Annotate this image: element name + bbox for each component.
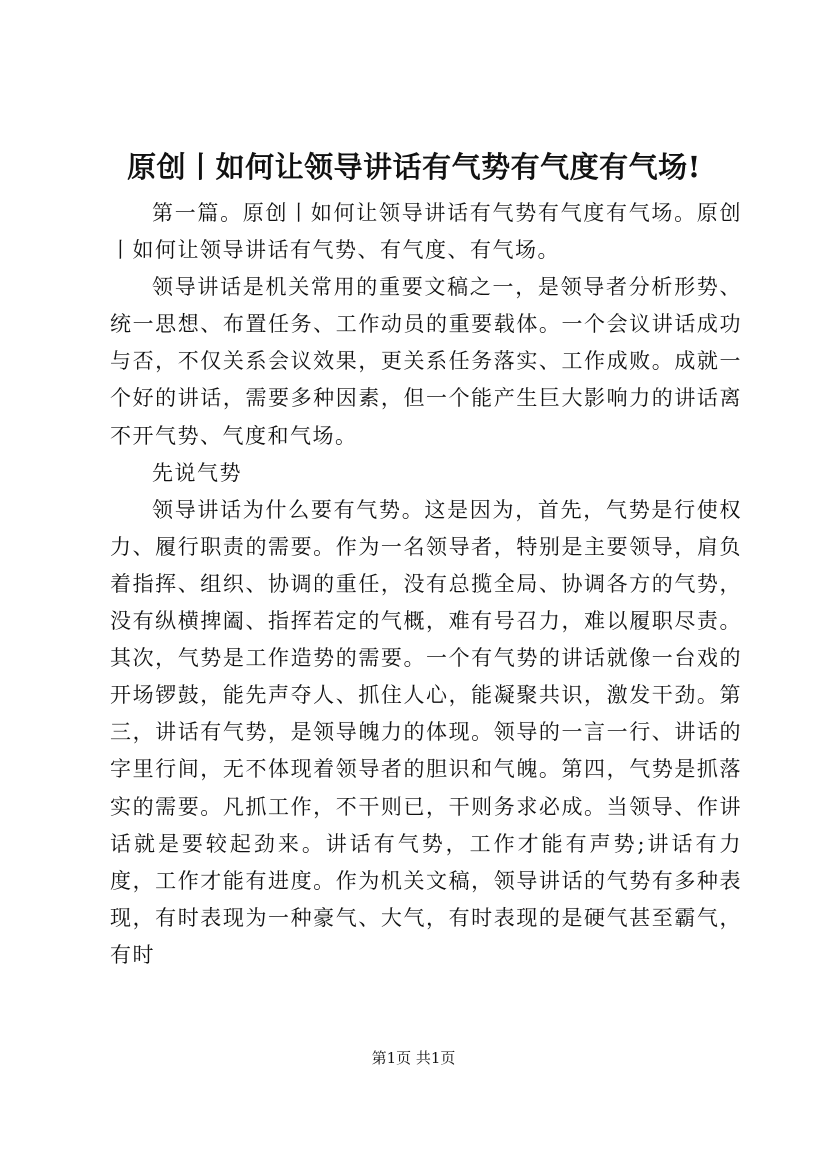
paragraph-intro: 第一篇。原创丨如何让领导讲话有气势有气度有气场。原创丨如何让领导讲话有气势、有气度、有气场。 [110,201,742,263]
section-heading-momentum: 先说气势 [152,460,242,485]
document-title: 原创丨如何让领导讲话有气势有气度有气场! [127,150,701,184]
document-body [110,195,742,974]
page-footer: 第1页 共1页 [371,1049,456,1067]
paragraph-overview: 领导讲话是机关常用的重要文稿之一，是领导者分析形势、统一思想、布置任务、工作动员的重要载体。一个会议讲话成功与否，不仅关系会议效果，更关系任务落实、工作成败。成就一个好的讲话，需要多种因素，但一个能产生巨大影响力的讲话离不开气势、气度和气场。 [110,275,742,448]
paragraph-momentum: 领导讲话为什么要有气势。这是因为，首先，气势是行使权力、履行职责的需要。作为一名领导者，特别是主要领导，肩负着指挥、组织、协调的重任，没有总揽全局、协调各方的气势，没有纵横捭阖、指挥若定的气概，难有号召力，难以履职尽责。其次，气势是工作造势的需要。一个有气势的讲话就像一台戏的开场锣鼓，能先声夺人、抓住人心，能凝聚共识，激发干劲。第三，讲话有气势，是领导魄力的体现。领导的一言一行、讲话的字里行间，无不体现着领导者的胆识和气魄。第四，气势是抓落实的需要。凡抓工作，不干则已，干则务求必成。当领导、作讲话就是要较起劲来。讲话有气势，工作才能有声势;讲话有力度，工作才能有进度。作为机关文稿，领导讲话的气势有多种表现，有时表现为一种豪气、大气，有时表现的是硬气甚至霸气，有时 [110,497,742,967]
